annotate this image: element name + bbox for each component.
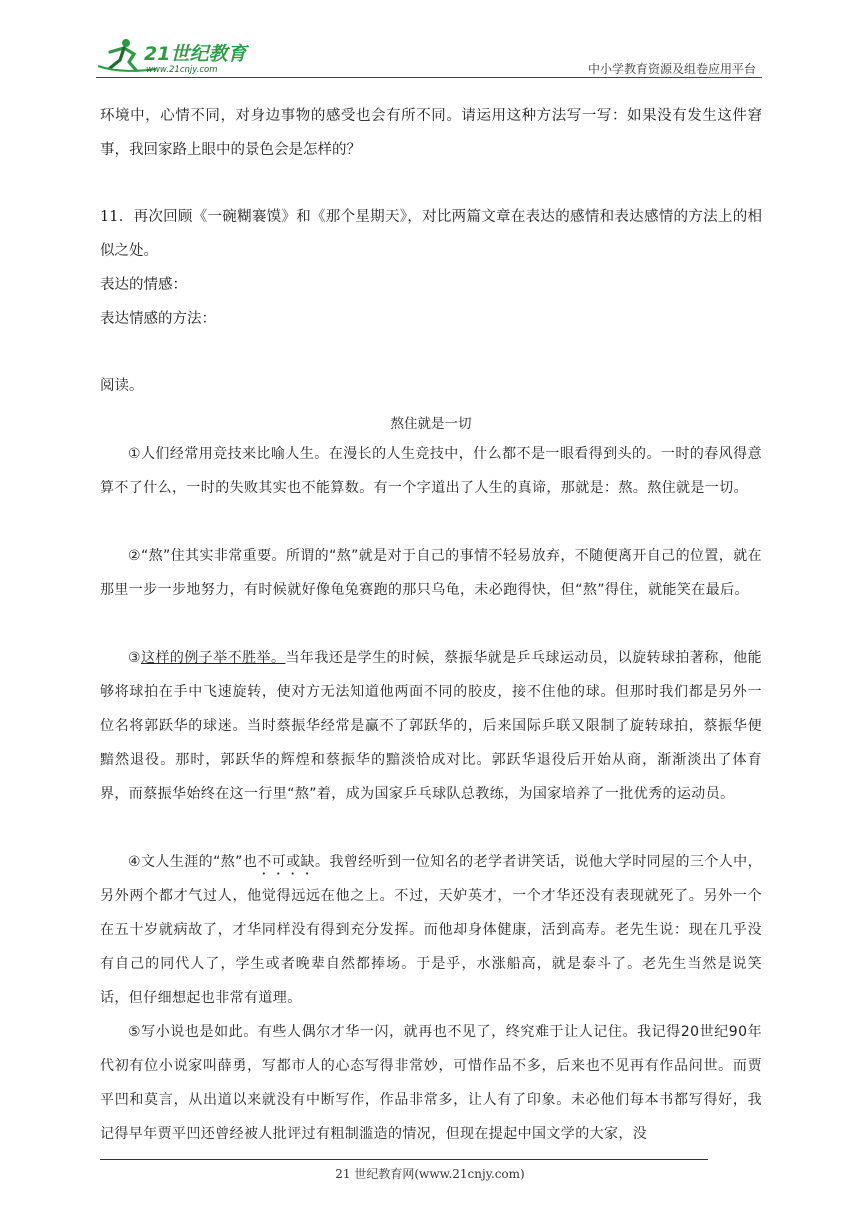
- emotion-label: 表达的情感：: [100, 277, 187, 293]
- method-label: 表达情感的方法：: [100, 311, 216, 327]
- footer-divider: [100, 1159, 708, 1160]
- question-11: 11．再次回顾《一碗糊褰馍》和《那个星期天》，对比两篇文章在表达的感情和表达感情的方法上的相似之处。: [100, 209, 762, 259]
- para3-text: 当年我还是学生的时候，蔡振华就是乒乓球运动员，以旋转球拍著称，他能够将球拍在手中飞速旋转，使对方无法知道他两面不同的胶皮，接不住他的球。但那时我们都是另外一位名将郭跃华的球迷。当时蔡振华经常是赢不了郭跃华的，后来国际乒联又限制了旋转球拍，蔡振华便黯然退役。那时，郭跃华的辉煌和蔡振华的黯淡恰成对比。郭跃华退役后开始从商，渐渐淡出了体育界，而蔡振华始终在这一行里“熬”着，成为国家乒乓球队总教练，为国家培养了一批优秀的运动员。: [100, 650, 763, 802]
- logo: [96, 36, 266, 76]
- article-title: 熬住就是一切: [390, 416, 472, 432]
- dotted-phrase: 不可或缺: [257, 854, 315, 870]
- para4-text: 。我曾经听到一位知名的老学者讲笑话，说他大学时同屋的三个人中，另外两个都才气过人，他觉得远远在他之上。不过，天妒英才，一个才华还没有表现就死了。另外一个在五十岁就病故了，才华同样没有得到充分发挥。而他却身体健康，活到高寿。老先生说：现在几乎没有自己的同代人了，学生或者晚辈自然都捧场。于是乎，水涨船高，就是泰斗了。老先生当然是说笑话，但仔细想起也非常有道理。: [100, 854, 762, 1006]
- logo-url: www.21cnjy.com: [146, 65, 218, 75]
- page-footer: 21 世纪教育网(www.21cnjy.com): [335, 1167, 525, 1181]
- underlined-sentence: 这样的例子举不胜举。: [141, 650, 286, 666]
- article-paragraph-5: ⑤写小说也是如此。有些人偶尔才华一闪，就再也不见了，终究难于让人记住。我记得20世纪90年代初有位小说家叫薛勇，写都市人的心态写得非常妙，可惜作品不多，后来也不见再有作品问世。而贾平凹和莫言，从出道以来就没有中断写作，作品非常多，让人有了印象。未必他们每本书都写得好，我记得早年贾平凹还曾经被人批评过有粗制滥造的情况，但现在提起中国文学的大家，没: [100, 1024, 762, 1142]
- article-paragraph-4: [100, 845, 762, 1015]
- header-divider: [96, 77, 762, 78]
- question-continuation: 环境中，心情不同，对身边事物的感受也会有所不同。请运用这种方法写一写：如果没有发生这件窘事，我回家路上眼中的景色会是怎样的？: [100, 108, 762, 158]
- page-header: [96, 30, 766, 78]
- reading-instruction: 阅读。: [100, 378, 144, 394]
- para3-number: ③: [128, 650, 141, 666]
- platform-name: 中小学教育资源及组卷应用平台: [587, 62, 756, 76]
- article-paragraph-3: [100, 641, 762, 811]
- article-paragraph-1: ①人们经常用竞技来比喻人生。在漫长的人生竞技中，什么都不是一眼看得到头的。一时的春风得意算不了什么，一时的失败其实也不能算数。有一个字道出了人生的真谛，那就是：熬。熬住就是一切。: [100, 446, 762, 496]
- article-paragraph-2: ②“熬”住其实非常重要。所谓的“熬”就是对于自己的事情不轻易放弃，不随便离开自己的位置，就在那里一步一步地努力，有时候就好像龟兔赛跑的那只乌龟，未必跑得快，但“熬”得住，就能笑在最后。: [100, 548, 762, 598]
- para4-lead: ④文人生涯的“熬”也: [128, 854, 258, 870]
- logo-text: 21世纪教育: [144, 43, 247, 65]
